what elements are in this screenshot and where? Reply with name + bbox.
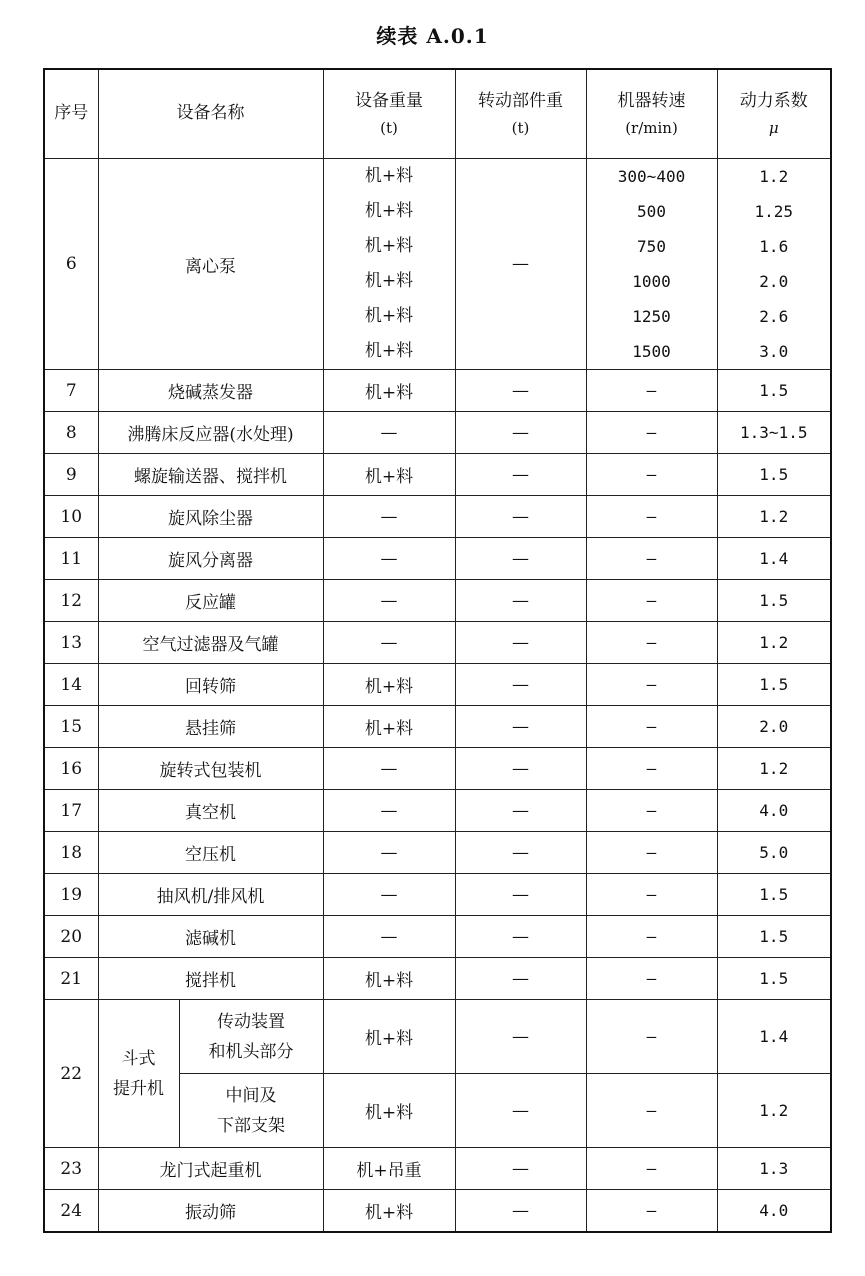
cell-coefficient: 1.5 [717, 958, 831, 1000]
cell-speed: — [586, 1000, 717, 1074]
cell-weight: 机+料 [323, 1000, 455, 1074]
header-coefficient: 动力系数 μ [717, 69, 831, 159]
cell-name: 旋风分离器 [98, 538, 323, 580]
cell-coefficient: 1.5 [717, 580, 831, 622]
cell-rotating-weight: — [455, 1190, 586, 1233]
cell-rotating-weight: — [455, 916, 586, 958]
table-row [44, 1148, 831, 1190]
cell-name: 离心泵 [98, 159, 323, 370]
cell-no: 18 [44, 832, 98, 874]
cell-speed: — [586, 874, 717, 916]
cell-name: 抽风机/排风机 [98, 874, 323, 916]
cell-name: 振动筛 [98, 1190, 323, 1233]
cell-weight: — [323, 916, 455, 958]
cell-weight: 机+料 [323, 454, 455, 496]
header-rotating-weight: 转动部件重 (t) [455, 69, 586, 159]
cell-speed: — [586, 664, 717, 706]
cell-no: 21 [44, 958, 98, 1000]
table-row [44, 1190, 831, 1233]
cell-speed: — [586, 790, 717, 832]
cell-no: 14 [44, 664, 98, 706]
cell-coefficient: 5.0 [717, 832, 831, 874]
cell-rotating-weight: — [455, 706, 586, 748]
table-row [44, 874, 831, 916]
cell-name: 搅拌机 [98, 958, 323, 1000]
header-row [44, 69, 831, 159]
cell-no: 12 [44, 580, 98, 622]
cell-coefficient: 1.2 [717, 496, 831, 538]
cell-coefficient: 1.3 [717, 1148, 831, 1190]
cell-weight: — [323, 496, 455, 538]
cell-coefficient: 1.5 [717, 370, 831, 412]
cell-no: 24 [44, 1190, 98, 1233]
cell-name: 螺旋输送器、搅拌机 [98, 454, 323, 496]
header-speed: 机器转速 (r/min) [586, 69, 717, 159]
cell-name: 烧碱蒸发器 [98, 370, 323, 412]
cell-weight: 机+料 [323, 1074, 455, 1148]
cell-no: 15 [44, 706, 98, 748]
cell-speed: — [586, 916, 717, 958]
cell-speed: — [586, 748, 717, 790]
cell-speed: — [586, 1148, 717, 1190]
cell-speed-stack: 300~400 500 750 1000 1250 1500 [586, 159, 717, 370]
cell-coefficient-stack: 1.2 1.25 1.6 2.0 2.6 3.0 [717, 159, 831, 370]
cell-no: 10 [44, 496, 98, 538]
cell-rotating-weight: — [455, 412, 586, 454]
cell-rotating-weight: — [455, 790, 586, 832]
cell-weight: — [323, 874, 455, 916]
cell-weight: 机+料 [323, 664, 455, 706]
cell-name: 旋转式包装机 [98, 748, 323, 790]
cell-coefficient: 4.0 [717, 1190, 831, 1233]
cell-no: 19 [44, 874, 98, 916]
header-weight: 设备重量 (t) [323, 69, 455, 159]
cell-name: 沸腾床反应器(水处理) [98, 412, 323, 454]
cell-rotating-weight: — [455, 580, 586, 622]
cell-no: 11 [44, 538, 98, 580]
cell-speed: — [586, 832, 717, 874]
cell-name: 滤碱机 [98, 916, 323, 958]
cell-coefficient: 1.5 [717, 874, 831, 916]
cell-speed: — [586, 538, 717, 580]
cell-speed: — [586, 496, 717, 538]
cell-speed: — [586, 370, 717, 412]
cell-speed: — [586, 454, 717, 496]
cell-rotating-weight: — [455, 748, 586, 790]
cell-speed: — [586, 958, 717, 1000]
cell-weight: — [323, 748, 455, 790]
header-no: 序号 [44, 69, 98, 159]
cell-coefficient: 1.2 [717, 622, 831, 664]
cell-no: 17 [44, 790, 98, 832]
table-row [44, 958, 831, 1000]
cell-rotating-weight: — [455, 538, 586, 580]
table-row [44, 412, 831, 454]
cell-no: 20 [44, 916, 98, 958]
cell-weight: — [323, 580, 455, 622]
table-row-elevator [44, 1000, 831, 1074]
cell-rotating-weight: — [455, 664, 586, 706]
table-row [44, 748, 831, 790]
table-row-pump [44, 159, 831, 370]
cell-rotating-weight: — [455, 832, 586, 874]
cell-no: 22 [44, 1000, 98, 1148]
cell-coefficient: 4.0 [717, 790, 831, 832]
cell-weight: 机+料 [323, 1190, 455, 1233]
cell-rotating-weight: — [455, 159, 586, 370]
table-row [44, 832, 831, 874]
cell-weight: — [323, 538, 455, 580]
cell-rotating-weight: — [455, 1074, 586, 1148]
table-row [44, 664, 831, 706]
cell-rotating-weight: — [455, 958, 586, 1000]
cell-weight: — [323, 790, 455, 832]
cell-sub-name: 传动装置 和机头部分 [179, 1000, 323, 1074]
cell-no: 9 [44, 454, 98, 496]
table-title: 续表 A.0.1 [376, 24, 489, 48]
table-row [44, 580, 831, 622]
cell-name: 空气过滤器及气罐 [98, 622, 323, 664]
cell-coefficient: 1.5 [717, 916, 831, 958]
cell-weight: — [323, 832, 455, 874]
table-row [44, 706, 831, 748]
cell-no: 16 [44, 748, 98, 790]
cell-speed: — [586, 1190, 717, 1233]
header-name: 设备名称 [98, 69, 323, 159]
cell-rotating-weight: — [455, 1148, 586, 1190]
cell-coefficient: 1.4 [717, 1000, 831, 1074]
cell-no: 7 [44, 370, 98, 412]
table-row [44, 622, 831, 664]
cell-rotating-weight: — [455, 370, 586, 412]
cell-coefficient: 1.2 [717, 1074, 831, 1148]
cell-speed: — [586, 580, 717, 622]
table-row [44, 538, 831, 580]
cell-name: 龙门式起重机 [98, 1148, 323, 1190]
table-row [44, 916, 831, 958]
cell-coefficient: 1.5 [717, 454, 831, 496]
table-row [44, 370, 831, 412]
cell-no: 13 [44, 622, 98, 664]
cell-coefficient: 1.4 [717, 538, 831, 580]
cell-no: 6 [44, 159, 98, 370]
cell-no: 23 [44, 1148, 98, 1190]
cell-name: 悬挂筛 [98, 706, 323, 748]
cell-speed: — [586, 622, 717, 664]
cell-weight: — [323, 622, 455, 664]
cell-weight: 机+料 [323, 958, 455, 1000]
cell-coefficient: 1.5 [717, 664, 831, 706]
cell-rotating-weight: — [455, 1000, 586, 1074]
cell-name: 回转筛 [98, 664, 323, 706]
cell-weight: 机+料 [323, 706, 455, 748]
cell-group-name: 斗式 提升机 [98, 1000, 179, 1148]
cell-weight-stack: 机+料 机+料 机+料 机+料 机+料 机+料 [323, 159, 455, 370]
cell-speed: — [586, 706, 717, 748]
cell-rotating-weight: — [455, 874, 586, 916]
table-row [44, 454, 831, 496]
cell-name: 旋风除尘器 [98, 496, 323, 538]
cell-name: 真空机 [98, 790, 323, 832]
cell-coefficient: 2.0 [717, 706, 831, 748]
cell-no: 8 [44, 412, 98, 454]
cell-sub-name: 中间及 下部支架 [179, 1074, 323, 1148]
cell-speed: — [586, 1074, 717, 1148]
cell-weight: 机+吊重 [323, 1148, 455, 1190]
cell-name: 空压机 [98, 832, 323, 874]
dynamic-coefficient-table [43, 68, 832, 1233]
cell-coefficient: 1.2 [717, 748, 831, 790]
cell-coefficient: 1.3~1.5 [717, 412, 831, 454]
cell-rotating-weight: — [455, 496, 586, 538]
cell-rotating-weight: — [455, 454, 586, 496]
table-row [44, 496, 831, 538]
cell-speed: — [586, 412, 717, 454]
cell-name: 反应罐 [98, 580, 323, 622]
table-row [44, 790, 831, 832]
cell-weight: 机+料 [323, 370, 455, 412]
cell-rotating-weight: — [455, 622, 586, 664]
cell-weight: — [323, 412, 455, 454]
